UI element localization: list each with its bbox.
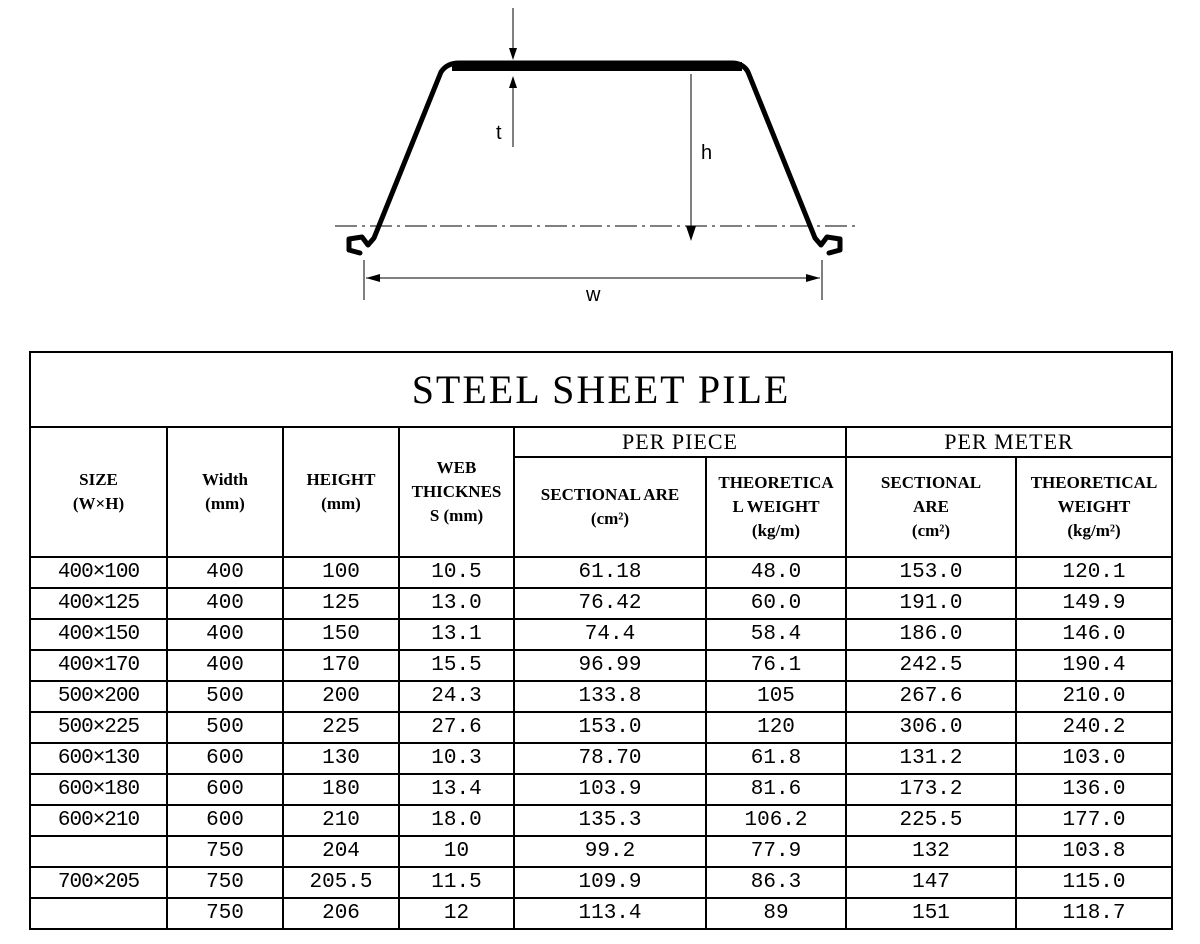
header-size: SIZE (W×H) (30, 427, 167, 557)
sheet-pile-diagram (0, 0, 1200, 340)
cell-height: 206 (283, 898, 399, 929)
cell-web-thickness: 15.5 (399, 650, 514, 681)
cell-piece-weight: 120 (706, 712, 846, 743)
cell-web-thickness: 10 (399, 836, 514, 867)
cell-meter-area: 173.2 (846, 774, 1016, 805)
cell-height: 200 (283, 681, 399, 712)
cell-width: 500 (167, 681, 283, 712)
cell-piece-weight: 48.0 (706, 557, 846, 588)
header-piece-theoretical-weight: THEORETICA L WEIGHT (kg/m) (706, 457, 846, 557)
cell-piece-area: 96.99 (514, 650, 706, 681)
cell-piece-weight: 81.6 (706, 774, 846, 805)
cell-meter-area: 147 (846, 867, 1016, 898)
table-row (30, 743, 1172, 774)
cell-piece-area: 76.42 (514, 588, 706, 619)
cell-height: 170 (283, 650, 399, 681)
cell-web-thickness: 11.5 (399, 867, 514, 898)
cell-width: 600 (167, 743, 283, 774)
cell-meter-area: 306.0 (846, 712, 1016, 743)
cell-width: 400 (167, 588, 283, 619)
cell-meter-weight: 149.9 (1016, 588, 1172, 619)
cell-meter-weight: 115.0 (1016, 867, 1172, 898)
cell-size: 400×125 (30, 588, 167, 619)
cell-height: 150 (283, 619, 399, 650)
cell-size: 500×225 (30, 712, 167, 743)
cell-height: 100 (283, 557, 399, 588)
cell-meter-weight: 146.0 (1016, 619, 1172, 650)
cell-piece-weight: 76.1 (706, 650, 846, 681)
cell-height: 225 (283, 712, 399, 743)
cell-piece-weight: 89 (706, 898, 846, 929)
cell-meter-weight: 210.0 (1016, 681, 1172, 712)
cell-piece-area: 153.0 (514, 712, 706, 743)
cell-size: 600×180 (30, 774, 167, 805)
cell-height: 125 (283, 588, 399, 619)
cell-meter-weight: 177.0 (1016, 805, 1172, 836)
cell-meter-area: 242.5 (846, 650, 1016, 681)
cell-width: 400 (167, 650, 283, 681)
cell-width: 400 (167, 557, 283, 588)
cell-piece-weight: 86.3 (706, 867, 846, 898)
cell-width: 750 (167, 867, 283, 898)
cell-piece-area: 113.4 (514, 898, 706, 929)
cell-meter-area: 153.0 (846, 557, 1016, 588)
cell-width: 600 (167, 774, 283, 805)
table-row (30, 805, 1172, 836)
cell-web-thickness: 13.4 (399, 774, 514, 805)
cell-meter-weight: 190.4 (1016, 650, 1172, 681)
thickness-label: t (496, 122, 502, 144)
cell-piece-weight: 77.9 (706, 836, 846, 867)
table-row (30, 681, 1172, 712)
height-label: h (701, 142, 713, 164)
cell-piece-area: 135.3 (514, 805, 706, 836)
cell-piece-area: 109.9 (514, 867, 706, 898)
cell-piece-weight: 106.2 (706, 805, 846, 836)
cell-meter-area: 191.0 (846, 588, 1016, 619)
table-row (30, 836, 1172, 867)
header-piece-sectional-area: SECTIONAL ARE (cm²) (514, 457, 706, 557)
cell-web-thickness: 10.3 (399, 743, 514, 774)
cell-meter-area: 151 (846, 898, 1016, 929)
cell-size: 700×205 (30, 867, 167, 898)
cell-height: 205.5 (283, 867, 399, 898)
cell-piece-area: 61.18 (514, 557, 706, 588)
header-meter-sectional-area: SECTIONAL ARE (cm²) (846, 457, 1016, 557)
cell-size (30, 898, 167, 929)
cell-size: 400×100 (30, 557, 167, 588)
cell-width: 600 (167, 805, 283, 836)
cell-width: 400 (167, 619, 283, 650)
table-row (30, 588, 1172, 619)
header-web-thickness: WEB THICKNES S (mm) (399, 427, 514, 557)
table-row (30, 557, 1172, 588)
cell-piece-weight: 105 (706, 681, 846, 712)
cell-meter-area: 131.2 (846, 743, 1016, 774)
cell-width: 750 (167, 836, 283, 867)
cell-meter-area: 186.0 (846, 619, 1016, 650)
cell-piece-weight: 58.4 (706, 619, 846, 650)
header-per-piece: PER PIECE (514, 427, 846, 457)
thickness-arrow-top (509, 48, 517, 60)
cell-piece-area: 103.9 (514, 774, 706, 805)
cell-height: 130 (283, 743, 399, 774)
cell-size: 500×200 (30, 681, 167, 712)
width-arrow-right (806, 274, 820, 282)
cell-web-thickness: 10.5 (399, 557, 514, 588)
cell-meter-area: 225.5 (846, 805, 1016, 836)
cell-meter-weight: 136.0 (1016, 774, 1172, 805)
cell-meter-weight: 120.1 (1016, 557, 1172, 588)
cell-height: 180 (283, 774, 399, 805)
cell-piece-weight: 60.0 (706, 588, 846, 619)
table-row (30, 867, 1172, 898)
cell-web-thickness: 24.3 (399, 681, 514, 712)
width-label: w (586, 284, 601, 306)
steel-sheet-pile-table (29, 351, 1173, 930)
cell-piece-weight: 61.8 (706, 743, 846, 774)
cell-meter-weight: 103.8 (1016, 836, 1172, 867)
cell-web-thickness: 13.0 (399, 588, 514, 619)
cell-web-thickness: 27.6 (399, 712, 514, 743)
cell-piece-area: 74.4 (514, 619, 706, 650)
height-arrow (686, 226, 696, 241)
cell-meter-area: 267.6 (846, 681, 1016, 712)
table-row (30, 650, 1172, 681)
top-flange (452, 62, 742, 71)
cell-web-thickness: 13.1 (399, 619, 514, 650)
table-body (30, 557, 1172, 929)
cell-size: 400×170 (30, 650, 167, 681)
cell-web-thickness: 12 (399, 898, 514, 929)
cell-width: 750 (167, 898, 283, 929)
header-meter-theoretical-weight: THEORETICAL WEIGHT (kg/m²) (1016, 457, 1172, 557)
pile-profile (349, 63, 840, 253)
cell-size: 600×210 (30, 805, 167, 836)
cell-meter-weight: 118.7 (1016, 898, 1172, 929)
table-row (30, 774, 1172, 805)
cell-size (30, 836, 167, 867)
table-row (30, 619, 1172, 650)
table-row (30, 712, 1172, 743)
cell-size: 600×130 (30, 743, 167, 774)
cell-web-thickness: 18.0 (399, 805, 514, 836)
header-width: Width (mm) (167, 427, 283, 557)
thickness-arrow-bottom (509, 76, 517, 88)
width-arrow-left (366, 274, 380, 282)
cell-width: 500 (167, 712, 283, 743)
cell-piece-area: 78.70 (514, 743, 706, 774)
cell-meter-area: 132 (846, 836, 1016, 867)
cell-height: 210 (283, 805, 399, 836)
header-per-meter: PER METER (846, 427, 1172, 457)
cell-meter-weight: 103.0 (1016, 743, 1172, 774)
cell-piece-area: 133.8 (514, 681, 706, 712)
cell-size: 400×150 (30, 619, 167, 650)
header-height: HEIGHT (mm) (283, 427, 399, 557)
table-title: STEEL SHEET PILE (30, 352, 1172, 427)
cell-piece-area: 99.2 (514, 836, 706, 867)
cell-height: 204 (283, 836, 399, 867)
cell-meter-weight: 240.2 (1016, 712, 1172, 743)
table-row (30, 898, 1172, 929)
